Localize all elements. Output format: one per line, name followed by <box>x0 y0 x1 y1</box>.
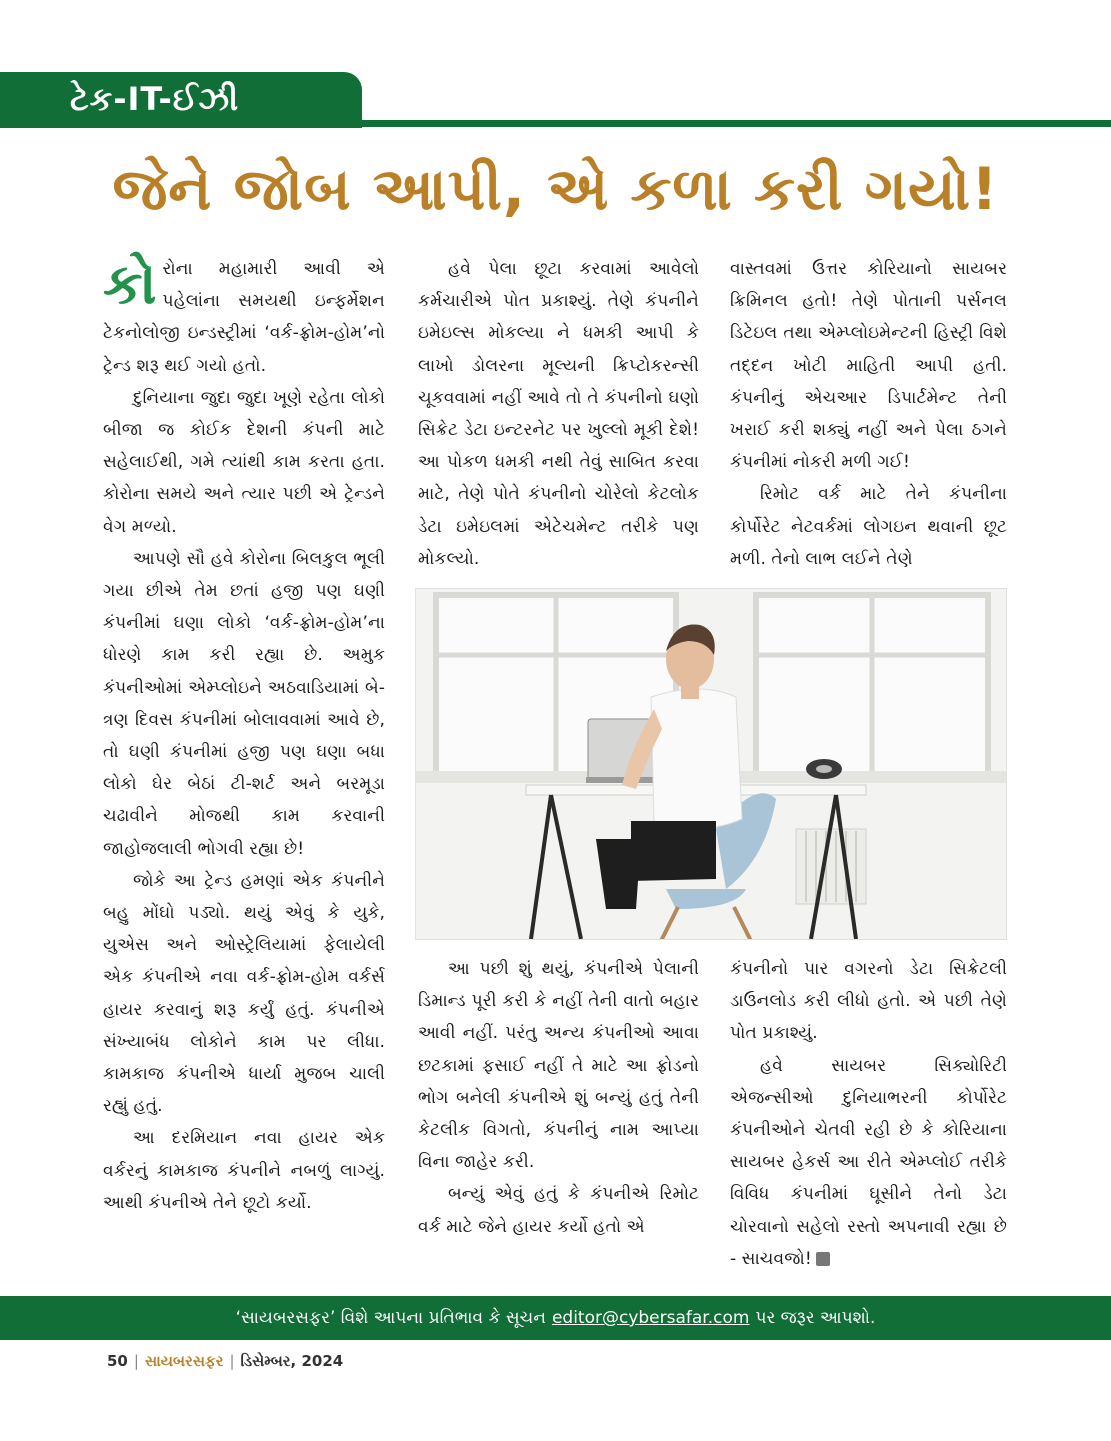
magazine-name: સાયબરસફર <box>144 1352 224 1370</box>
page-footer <box>107 1352 343 1370</box>
paragraph: રિમોટ વર્ક માટે તેને કંપનીના કોર્પોરેટ નેટવર્કમાં લોગઇન થવાની છૂટ મળી. તેનો લાભ લઈને તેણે <box>730 484 1007 569</box>
article-photo <box>415 588 1007 940</box>
article-column-2-bottom <box>418 953 699 1243</box>
feedback-banner <box>0 1296 1111 1340</box>
separator: | <box>133 1352 139 1370</box>
feedback-email-link[interactable]: editor@cybersafar.com <box>551 1308 750 1328</box>
article-column-2-top <box>418 253 699 575</box>
paragraph: આપણે સૌ હવે કોરોના બિલકુલ ભૂલી ગયા છીએ તેમ છતાં હજી પણ ઘણી કંપનીમાં ઘણા લોકો ‘વર્ક-ફ્રોમ-હોમ’ના ધોરણે કામ કરી રહ્યા છે. અમુક કંપનીઓમાં એમ્પ્લોઇને અઠવાડિયામાં બે-ત્રણ દિવસ કંપનીમાં બોલાવવામાં આવે છે, તો ઘણી કંપનીમાં હજી પણ ઘણા બધા લોકો ઘેર બેઠાં ટી-શર્ટ અને બરમૂડા ચઢાવીને મોજથી કામ કરવાની જાહોજલાલી ભોગવી રહ્યા છે! <box>103 548 385 859</box>
end-mark-icon <box>816 1252 830 1266</box>
article-title: જેને જોબ આપી, એ કળા કરી ગયો! <box>112 155 999 223</box>
article-column-1 <box>103 253 385 1219</box>
drop-cap: કો <box>103 252 157 317</box>
paragraph-text: રોના મહામારી આવી એ પહેલાંના સમયથી ઇન્ફર્મેશન ટેકનોલોજી ઇન્ડસ્ટ્રીમાં ‘વર્ક-ફ્રોમ-હોમ’નો ટ્રેન્ડ શરૂ થઈ ગયો હતો. <box>103 259 385 376</box>
page-number: 50 <box>107 1352 128 1370</box>
separator: | <box>229 1352 235 1370</box>
paragraph <box>103 253 385 382</box>
paragraph <box>730 1050 1007 1275</box>
paragraph: બન્યું એવું હતું કે કંપનીએ રિમોટ વર્ક માટે જેને હાયર કર્યો હતો એ <box>418 1184 699 1237</box>
paragraph-text: હવે સાયબર સિક્યોરિટી એજન્સીઓ દુનિયાભરની કોર્પોરેટ કંપનીઓને ચેતવી રહી છે કે કોરિયાના સાયબર હેકર્સ આ રીતે એમ્પ્લોઈ તરીકે વિવિધ કંપનીમાં ઘૂસીને તેનો ડેટા ચોરવાનો સહેલો રસ્તો અપનાવી રહ્યા છે - સાચવજો! <box>730 1055 1007 1269</box>
paragraph: હવે પેલા છૂટા કરવામાં આવેલો કર્મચારીએ પોત પ્રકાશ્યું. તેણે કંપનીને ઇમેઇલ્સ મોકલ્યા ને ધમકી આપી કે લાખો ડોલરના મૂલ્યની ક્રિપ્ટોકરન્સી ચૂકવવામાં નહીં આવે તો તે કંપનીનો ઘણો સિક્રેટ ડેટા ઇન્ટરનેટ પર ખુલ્લો મૂકી દેશે! આ પોકળ ધમકી નથી તેવું સાબિત કરવા માટે, તેણે પોતે કંપનીનો ચોરેલો કેટલોક ડેટા ઇમેઇલમાં એટેચમેન્ટ તરીકે પણ મોકલ્યો. <box>418 259 699 569</box>
header-rule <box>0 120 1111 127</box>
feedback-text-before: ‘સાયબરસફર’ વિશે આપના પ્રતિભાવ કે સૂચન <box>235 1308 546 1328</box>
feedback-text-after: પર જરૂર આપશો. <box>755 1308 876 1328</box>
article-column-3-top <box>730 253 1007 575</box>
paragraph: આ દરમિયાન નવા હાયર એક વર્કરનું કામકાજ કંપનીને નબળું લાગ્યું. આથી કંપનીએ તેને છૂટો કર્યો. <box>103 1128 385 1213</box>
paragraph: કંપનીનો પાર વગરનો ડેટા સિક્રેટલી ડાઉનલોડ કરી લીધો હતો. એ પછી તેણે પોત પ્રકાશ્યું. <box>730 959 1007 1044</box>
paragraph: વાસ્તવમાં ઉત્તર કોરિયાનો સાયબર ક્રિમિનલ હતો! તેણે પોતાની પર્સનલ ડિટેઇલ તથા એમ્પ્લોઇમેન્ટની હિસ્ટ્રી વિશે તદ્દન ખોટી માહિતી આપી હતી. કંપનીનું એચઆર ડિપાર્ટમેન્ટ તેની ખરાઈ કરી શક્યું નહીં અને પેલા ઠગને કંપનીમાં નોકરી મળી ગઈ! <box>730 259 1007 473</box>
paragraph: જોકે આ ટ્રેન્ડ હમણાં એક કંપનીને બહુ મોંઘો પડ્યો. થયું એવું કે યુકે, યુએસ અને ઓસ્ટ્રેલિયામાં ફેલાયેલી એક કંપનીએ નવા વર્ક-ફ્રોમ-હોમ વર્કર્સ હાયર કરવાનું શરૂ કર્યું હતું. કંપનીએ સંખ્યાબંધ લોકોને કામ પર લીધા. કામકાજ કંપનીએ ધાર્યા મુજબ ચાલી રહ્યું હતું. <box>103 870 385 1117</box>
section-label: ટેક-IT-ઈઝી <box>70 80 240 118</box>
paragraph: દુનિયાના જુદા જુદા ખૂણે રહેતા લોકો બીજા જ કોઈક દેશની કંપની માટે સહેલાઈથી, ગમે ત્યાંથી કામ કરતા હતા. કોરોના સમયે અને ત્યાર પછી એ ટ્રેન્ડને વેગ મળ્યો. <box>103 387 385 537</box>
article-column-3-bottom <box>730 953 1007 1275</box>
man-working-on-laptop-illustration <box>416 589 1007 940</box>
paragraph: આ પછી શું થયું, કંપનીએ પેલાની ડિમાન્ડ પૂરી કરી કે નહીં તેની વાતો બહાર આવી નહીં. પરંતુ અન્ય કંપનીઓ આવા છટકામાં ફસાઈ નહીં તે માટે આ ફ્રોડનો ભોગ બનેલી કંપનીએ શું બન્યું હતું તેની કેટલીક વિગતો, કંપનીનું નામ આપ્યા વિના જાહેર કરી. <box>418 959 699 1173</box>
issue-date: ડિસેમ્બર, 2024 <box>240 1352 344 1370</box>
